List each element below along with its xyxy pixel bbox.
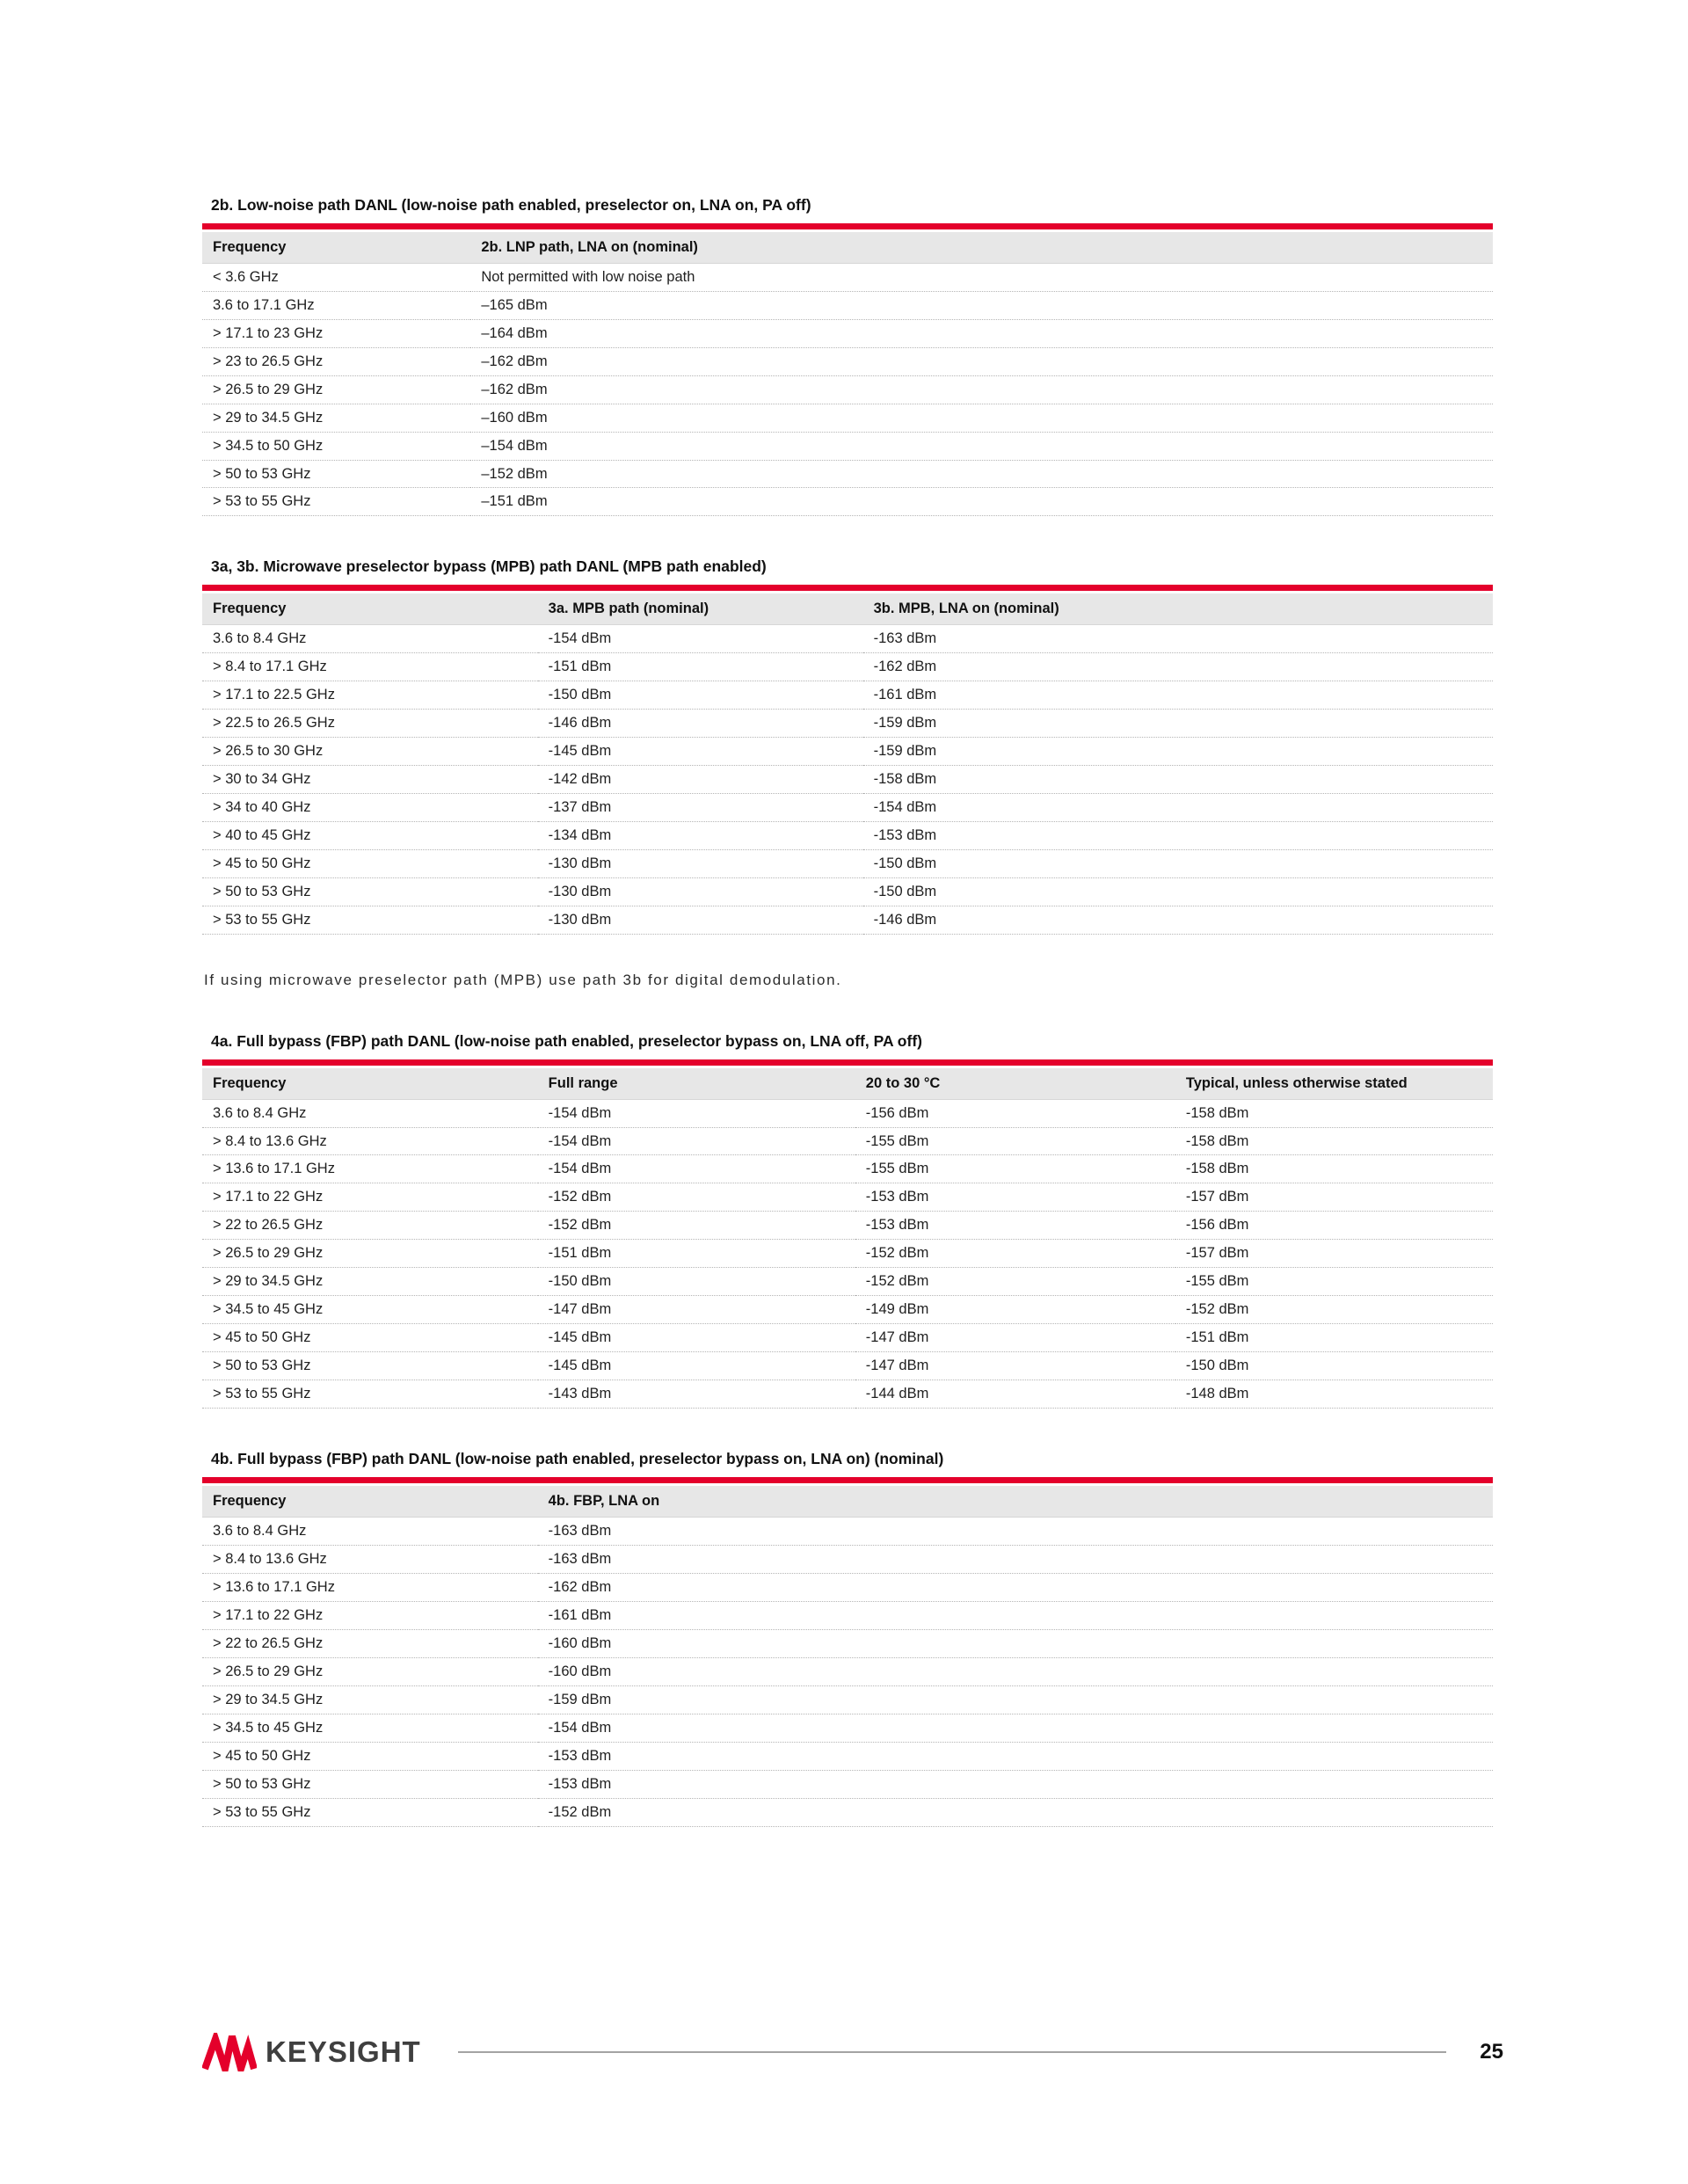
table-row [202, 1545, 1493, 1573]
table-cell: -151 dBm [1175, 1324, 1493, 1352]
table-cell: –162 dBm [470, 375, 1493, 404]
keysight-wordmark: KEYSIGHT [266, 2035, 421, 2068]
column-header: Frequency [202, 593, 538, 624]
table-row [202, 793, 1493, 821]
table-cell: -153 dBm [855, 1183, 1175, 1212]
table-row [202, 1268, 1493, 1296]
table-cell: 3.6 to 17.1 GHz [202, 291, 470, 319]
table-cell: -150 dBm [538, 681, 863, 710]
table-title-4a: 4a. Full bypass (FBP) path DANL (low-noise path enabled, preselector bypass on, LNA off, PA off) [211, 1031, 922, 1050]
table-cell: > 45 to 50 GHz [202, 1742, 538, 1770]
table-cell: -152 dBm [538, 1183, 855, 1212]
table-cell: -152 dBm [538, 1212, 855, 1240]
table-cell: -152 dBm [855, 1268, 1175, 1296]
table-cell: –151 dBm [470, 488, 1493, 516]
table-cell: -161 dBm [863, 681, 1493, 710]
table-header-row [202, 593, 1493, 624]
spec-table-4b [202, 1486, 1493, 1827]
table-cell: Not permitted with low noise path [470, 263, 1493, 291]
table-cell: > 26.5 to 29 GHz [202, 1657, 538, 1685]
table-cell: -150 dBm [863, 877, 1493, 906]
table-row [202, 1155, 1493, 1183]
table-cell: –160 dBm [470, 404, 1493, 432]
table-row [202, 1601, 1493, 1629]
table-row [202, 404, 1493, 432]
table-row [202, 821, 1493, 849]
table-row [202, 291, 1493, 319]
table-cell: -144 dBm [855, 1380, 1175, 1409]
table-cell: -159 dBm [863, 738, 1493, 766]
table-cell: -151 dBm [538, 653, 863, 681]
table-cell: -163 dBm [538, 1517, 1493, 1545]
table-cell: > 34.5 to 45 GHz [202, 1296, 538, 1324]
table-cell: -156 dBm [1175, 1212, 1493, 1240]
table-cell: -153 dBm [538, 1742, 1493, 1770]
table-cell: -130 dBm [538, 877, 863, 906]
spec-table-2b [202, 232, 1493, 517]
table-cell: > 26.5 to 29 GHz [202, 375, 470, 404]
table-row [202, 1517, 1493, 1545]
table-cell: -134 dBm [538, 821, 863, 849]
table-cell: > 34 to 40 GHz [202, 793, 538, 821]
table-cell: -157 dBm [1175, 1240, 1493, 1268]
column-header: 20 to 30 °C [855, 1068, 1175, 1099]
table-cell: -162 dBm [863, 653, 1493, 681]
table-cell: –162 dBm [470, 347, 1493, 375]
table-cell: 3.6 to 8.4 GHz [202, 1099, 538, 1127]
table-cell: -156 dBm [855, 1099, 1175, 1127]
table-cell: > 26.5 to 30 GHz [202, 738, 538, 766]
table-cell: > 50 to 53 GHz [202, 1352, 538, 1380]
table-cell: -145 dBm [538, 1352, 855, 1380]
table-row [202, 1742, 1493, 1770]
section-fbp-lna-on-danl [202, 1449, 1493, 1826]
table-row [202, 1324, 1493, 1352]
table-row [202, 1714, 1493, 1742]
table-cell: -163 dBm [863, 625, 1493, 653]
accent-bar [202, 1059, 1493, 1066]
keysight-logo [202, 2033, 421, 2071]
table-cell: > 53 to 55 GHz [202, 488, 470, 516]
table-cell: -154 dBm [863, 793, 1493, 821]
table-title-3a-3b: 3a, 3b. Microwave preselector bypass (MPB) path DANL (MPB path enabled) [211, 557, 767, 576]
table-cell: -157 dBm [1175, 1183, 1493, 1212]
table-cell: -137 dBm [538, 793, 863, 821]
table-cell: -158 dBm [1175, 1127, 1493, 1155]
table-cell: -154 dBm [538, 1127, 855, 1155]
table-row [202, 319, 1493, 347]
column-header: 3b. MPB, LNA on (nominal) [863, 593, 1493, 624]
table-cell: > 13.6 to 17.1 GHz [202, 1573, 538, 1601]
table-row [202, 1380, 1493, 1409]
accent-bar [202, 223, 1493, 229]
table-cell: > 26.5 to 29 GHz [202, 1240, 538, 1268]
table-cell: > 53 to 55 GHz [202, 1798, 538, 1826]
table-cell: > 50 to 53 GHz [202, 877, 538, 906]
table-cell: 3.6 to 8.4 GHz [202, 625, 538, 653]
table-row [202, 1685, 1493, 1714]
table-cell: -142 dBm [538, 766, 863, 794]
table-row [202, 1212, 1493, 1240]
table-cell: -145 dBm [538, 1324, 855, 1352]
table-row [202, 1657, 1493, 1685]
table-cell: -143 dBm [538, 1380, 855, 1409]
table-cell: > 17.1 to 22.5 GHz [202, 681, 538, 710]
table-cell: > 29 to 34.5 GHz [202, 1685, 538, 1714]
table-cell: -130 dBm [538, 849, 863, 877]
table-cell: -160 dBm [538, 1629, 1493, 1657]
table-row [202, 347, 1493, 375]
column-header: Typical, unless otherwise stated [1175, 1068, 1493, 1099]
table-header-row [202, 232, 1493, 263]
table-cell: -150 dBm [538, 1268, 855, 1296]
table-row [202, 1352, 1493, 1380]
table-cell: -146 dBm [863, 906, 1493, 934]
table-cell: -153 dBm [863, 821, 1493, 849]
table-cell: > 23 to 26.5 GHz [202, 347, 470, 375]
column-header: Frequency [202, 1486, 538, 1517]
table-row [202, 710, 1493, 738]
table-row [202, 1798, 1493, 1826]
table-row [202, 1629, 1493, 1657]
table-title-4b: 4b. Full bypass (FBP) path DANL (low-noise path enabled, preselector bypass on, LNA on) (nominal) [211, 1450, 944, 1468]
section-lnp-danl [202, 195, 1493, 516]
table-row [202, 653, 1493, 681]
table-row [202, 766, 1493, 794]
table-cell: -158 dBm [1175, 1155, 1493, 1183]
table-row [202, 375, 1493, 404]
table-cell: -155 dBm [855, 1155, 1175, 1183]
page-footer [202, 2033, 1503, 2071]
table-cell: > 22 to 26.5 GHz [202, 1629, 538, 1657]
table-cell: > 22 to 26.5 GHz [202, 1212, 538, 1240]
table-row [202, 1573, 1493, 1601]
table-row [202, 681, 1493, 710]
table-row [202, 877, 1493, 906]
table-cell: -153 dBm [855, 1212, 1175, 1240]
column-header: 3a. MPB path (nominal) [538, 593, 863, 624]
table-cell: -155 dBm [1175, 1268, 1493, 1296]
table-row [202, 1183, 1493, 1212]
column-header: Frequency [202, 1068, 538, 1099]
spec-table-3a-3b [202, 593, 1493, 935]
table-cell: -158 dBm [863, 766, 1493, 794]
table-row [202, 1770, 1493, 1798]
table-cell: -147 dBm [855, 1324, 1175, 1352]
table-cell: > 17.1 to 23 GHz [202, 319, 470, 347]
table-cell: > 50 to 53 GHz [202, 1770, 538, 1798]
table-cell: > 30 to 34 GHz [202, 766, 538, 794]
table-cell: -161 dBm [538, 1601, 1493, 1629]
footer-rule [458, 2051, 1447, 2053]
table-cell: -158 dBm [1175, 1099, 1493, 1127]
table-cell: > 17.1 to 22 GHz [202, 1601, 538, 1629]
table-cell: < 3.6 GHz [202, 263, 470, 291]
table-cell: -154 dBm [538, 1155, 855, 1183]
table-cell: > 40 to 45 GHz [202, 821, 538, 849]
table-row [202, 1296, 1493, 1324]
table-row [202, 1099, 1493, 1127]
table-cell: > 17.1 to 22 GHz [202, 1183, 538, 1212]
table-cell: > 22.5 to 26.5 GHz [202, 710, 538, 738]
table-cell: > 8.4 to 17.1 GHz [202, 653, 538, 681]
table-cell: -154 dBm [538, 1714, 1493, 1742]
table-cell: -159 dBm [863, 710, 1493, 738]
table-row [202, 263, 1493, 291]
table-cell: > 34.5 to 45 GHz [202, 1714, 538, 1742]
table-cell: -150 dBm [1175, 1352, 1493, 1380]
table-cell: > 53 to 55 GHz [202, 906, 538, 934]
mpb-note: If using microwave preselector path (MPB) use path 3b for digital demodulation. [204, 971, 842, 988]
column-header: 2b. LNP path, LNA on (nominal) [470, 232, 1493, 263]
table-cell: > 13.6 to 17.1 GHz [202, 1155, 538, 1183]
accent-bar [202, 1477, 1493, 1483]
table-cell: > 45 to 50 GHz [202, 849, 538, 877]
table-cell: –164 dBm [470, 319, 1493, 347]
table-row [202, 738, 1493, 766]
table-cell: -147 dBm [855, 1352, 1175, 1380]
table-cell: -151 dBm [538, 1240, 855, 1268]
table-cell: > 29 to 34.5 GHz [202, 1268, 538, 1296]
table-cell: -145 dBm [538, 738, 863, 766]
table-row [202, 906, 1493, 934]
table-cell: -153 dBm [538, 1770, 1493, 1798]
table-cell: -160 dBm [538, 1657, 1493, 1685]
table-cell: > 53 to 55 GHz [202, 1380, 538, 1409]
table-cell: -148 dBm [1175, 1380, 1493, 1409]
table-cell: –152 dBm [470, 460, 1493, 488]
table-cell: –165 dBm [470, 291, 1493, 319]
section-fbp-lna-off-danl [202, 1031, 1493, 1409]
table-cell: > 29 to 34.5 GHz [202, 404, 470, 432]
keysight-spark-icon [202, 2033, 257, 2071]
table-cell: > 8.4 to 13.6 GHz [202, 1545, 538, 1573]
accent-bar [202, 585, 1493, 591]
table-cell: -154 dBm [538, 1099, 855, 1127]
table-cell: -146 dBm [538, 710, 863, 738]
page-number: 25 [1480, 2040, 1503, 2064]
table-row [202, 1240, 1493, 1268]
table-cell: -130 dBm [538, 906, 863, 934]
table-cell: -162 dBm [538, 1573, 1493, 1601]
table-row [202, 460, 1493, 488]
table-cell: -152 dBm [1175, 1296, 1493, 1324]
spec-table-4a [202, 1068, 1493, 1409]
column-header: Full range [538, 1068, 855, 1099]
table-header-row [202, 1486, 1493, 1517]
table-cell: > 34.5 to 50 GHz [202, 432, 470, 460]
table-cell: > 45 to 50 GHz [202, 1324, 538, 1352]
table-cell: -154 dBm [538, 625, 863, 653]
table-row [202, 849, 1493, 877]
table-cell: -163 dBm [538, 1545, 1493, 1573]
table-cell: > 8.4 to 13.6 GHz [202, 1127, 538, 1155]
section-mpb-danl [202, 557, 1493, 934]
table-cell: > 50 to 53 GHz [202, 460, 470, 488]
column-header: 4b. FBP, LNA on [538, 1486, 1493, 1517]
table-row [202, 1127, 1493, 1155]
table-cell: 3.6 to 8.4 GHz [202, 1517, 538, 1545]
column-header: Frequency [202, 232, 470, 263]
table-cell: -159 dBm [538, 1685, 1493, 1714]
table-cell: –154 dBm [470, 432, 1493, 460]
table-row [202, 625, 1493, 653]
table-cell: -155 dBm [855, 1127, 1175, 1155]
page-content [202, 195, 1493, 1867]
table-cell: -152 dBm [855, 1240, 1175, 1268]
table-header-row [202, 1068, 1493, 1099]
table-row [202, 432, 1493, 460]
table-cell: -150 dBm [863, 849, 1493, 877]
table-cell: -149 dBm [855, 1296, 1175, 1324]
table-row [202, 488, 1493, 516]
table-title-2b: 2b. Low-noise path DANL (low-noise path enabled, preselector on, LNA on, PA off) [211, 196, 811, 214]
table-cell: -147 dBm [538, 1296, 855, 1324]
table-cell: -152 dBm [538, 1798, 1493, 1826]
